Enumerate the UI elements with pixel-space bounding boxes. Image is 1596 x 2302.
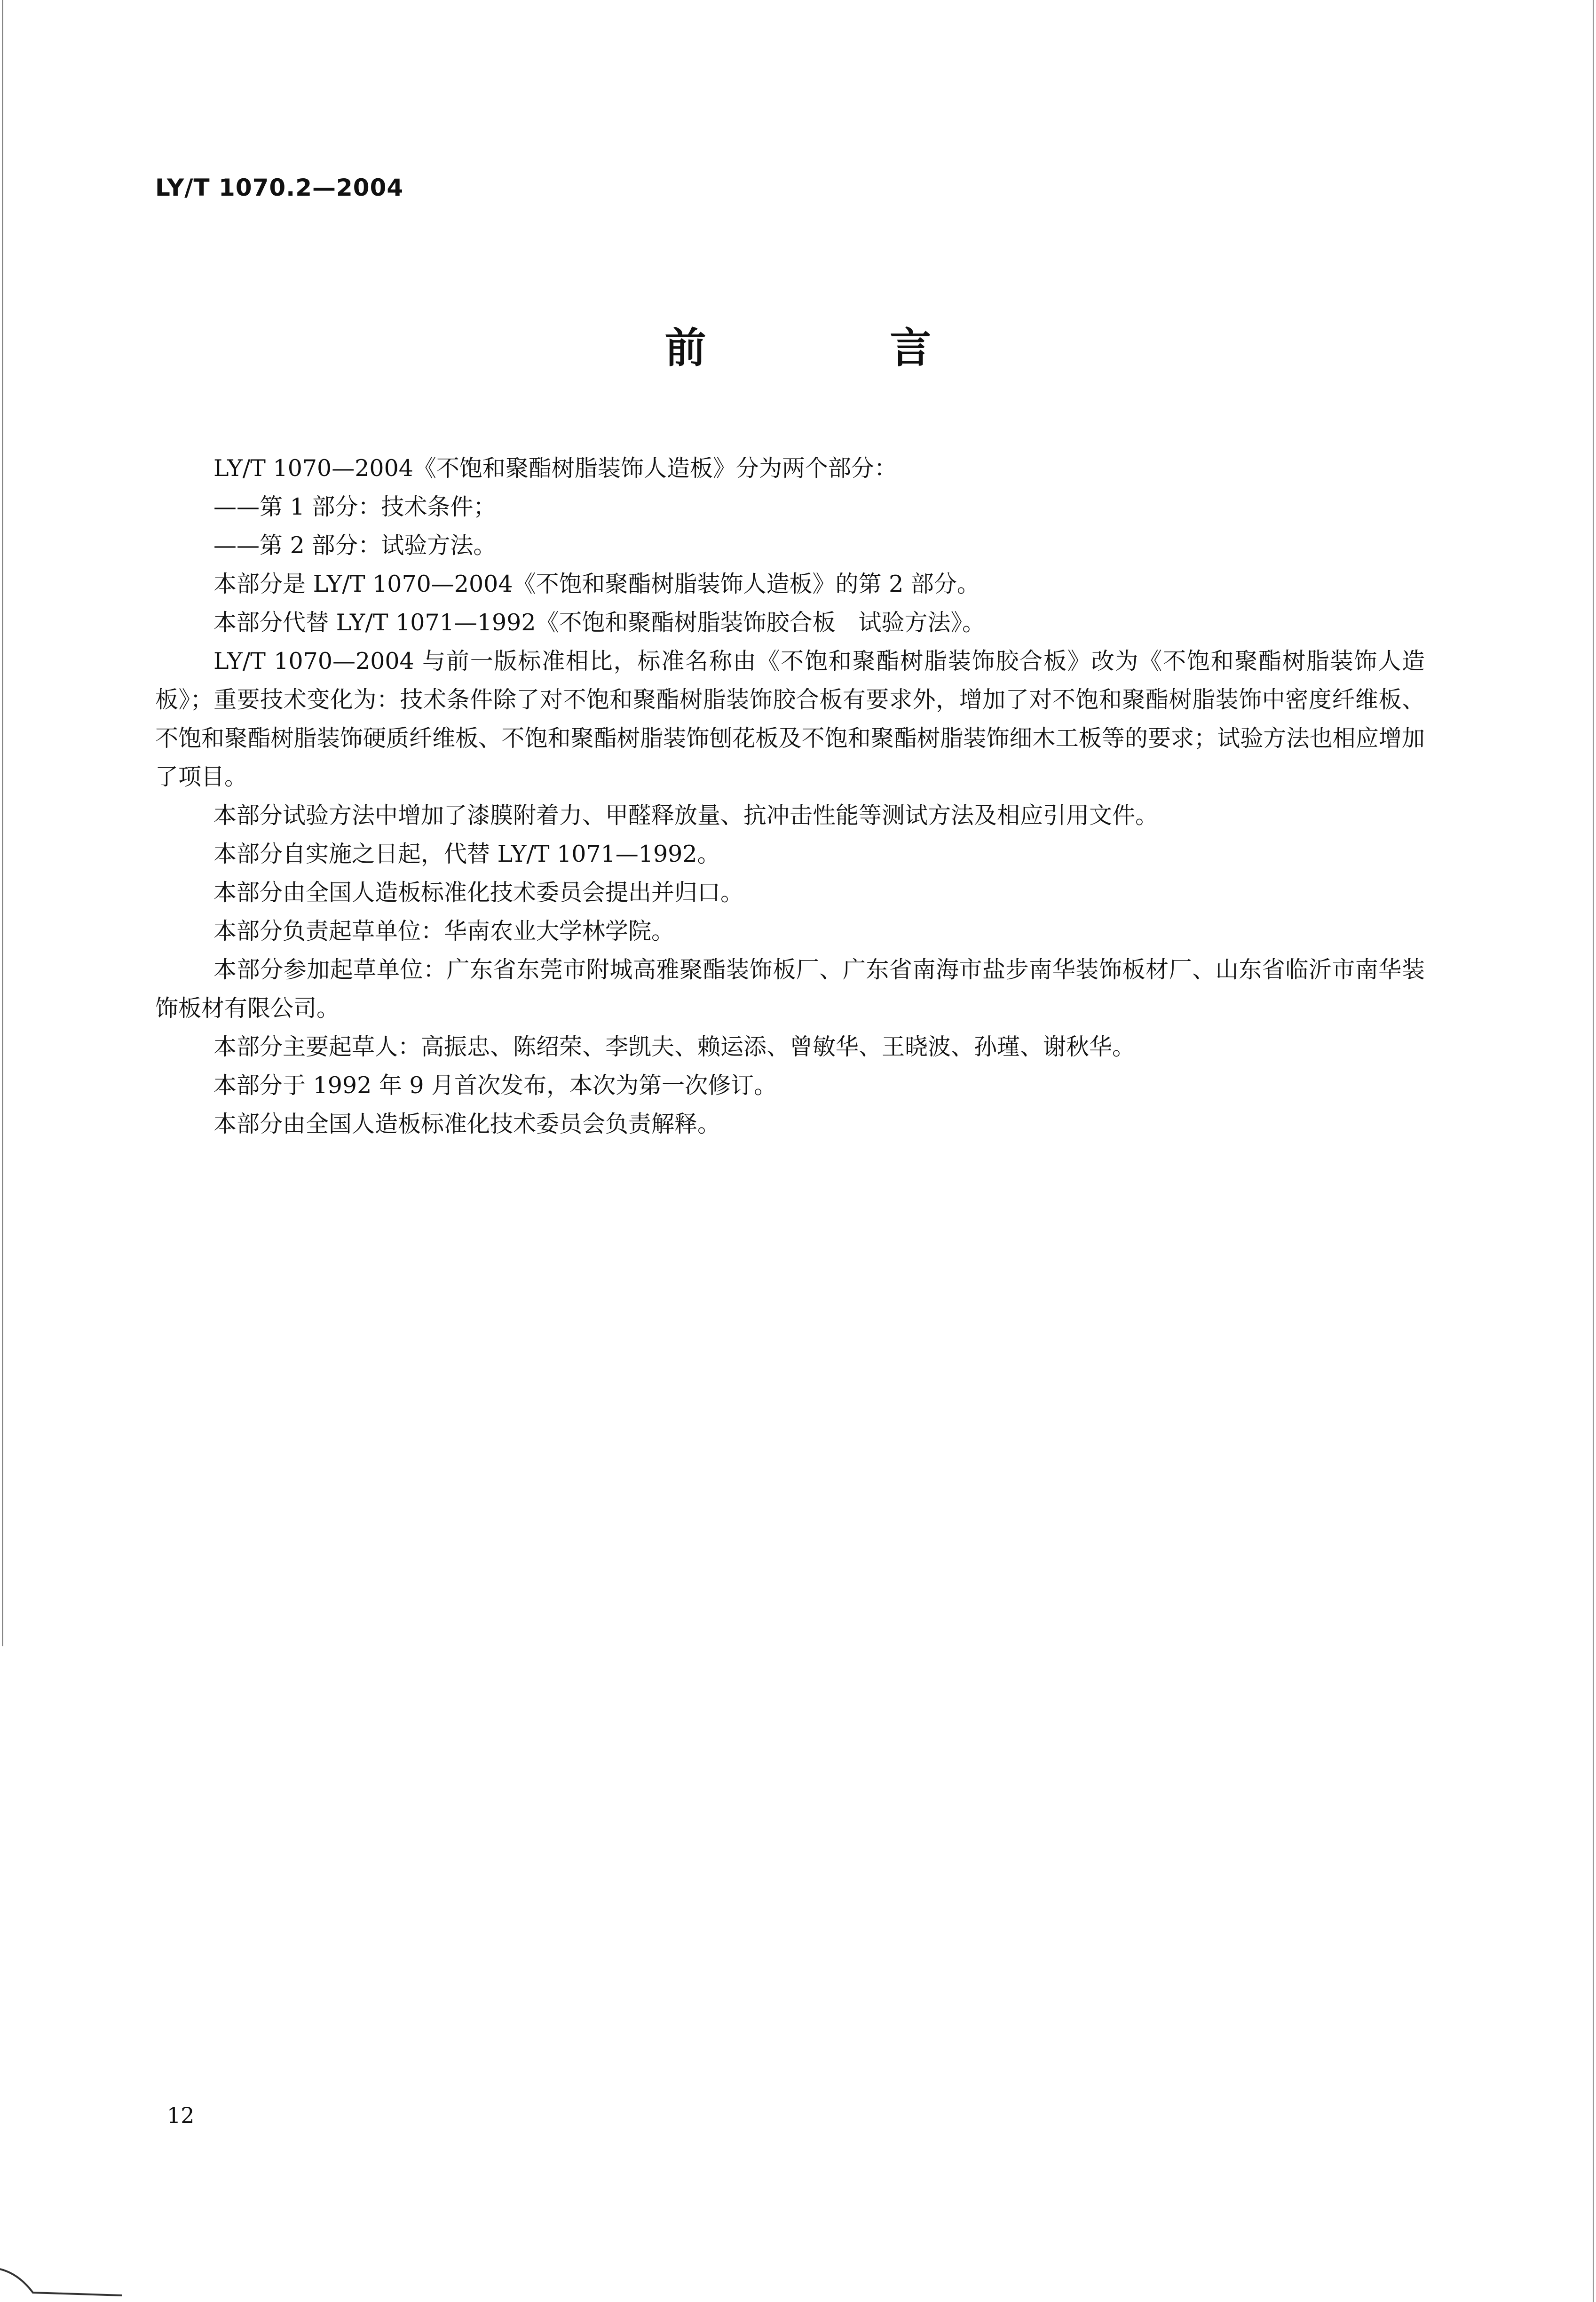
scan-corner-mark xyxy=(0,2264,122,2302)
scan-left-edge xyxy=(2,0,3,1646)
standard-code: LY/T 1070.2—2004 xyxy=(155,174,404,201)
paragraph: 本部分参加起草单位：广东省东莞市附城高雅聚酯装饰板厂、广东省南海市盐步南华装饰板材厂、山东省临沂市南华装饰板材有限公司。 xyxy=(155,956,1425,1022)
paragraph: 本部分由全国人造板标准化技术委员会提出并归口。 xyxy=(213,879,744,906)
paragraph: LY/T 1070—2004《不饱和聚酯树脂装饰人造板》分为两个部分： xyxy=(213,455,897,482)
paragraph: 本部分于 1992 年 9 月首次发布，本次为第一次修订。 xyxy=(213,1072,777,1099)
paragraph: 本部分试验方法中增加了漆膜附着力、甲醛释放量、抗冲击性能等测试方法及相应引用文件。 xyxy=(213,802,1159,829)
paragraph: ——第 1 部分：技术条件； xyxy=(213,493,497,520)
paragraph: 本部分主要起草人：高振忠、陈绍荣、李凯夫、赖运添、曾敏华、王晓波、孙瑾、谢秋华。 xyxy=(213,1033,1136,1060)
paragraph: 本部分由全国人造板标准化技术委员会负责解释。 xyxy=(213,1111,721,1137)
paragraph: ——第 2 部分：试验方法。 xyxy=(213,532,497,559)
paragraph: 本部分是 LY/T 1070—2004《不饱和聚酯树脂装饰人造板》的第 2 部分。 xyxy=(213,571,980,597)
paragraph: 本部分负责起草单位：华南农业大学林学院。 xyxy=(213,918,675,945)
page-title: 前 言 xyxy=(664,324,1016,372)
page-number: 12 xyxy=(167,2103,195,2128)
paragraph: LY/T 1070—2004 与前一版标准相比，标准名称由《不饱和聚酯树脂装饰胶合板》改为《不饱和聚酯树脂装饰人造板》；重要技术变化为：技术条件除了对不饱和聚酯树脂装饰胶合板有要求外，增加了对不饱和聚酯树脂装饰中密度纤维板、不饱和聚酯树脂装饰硬质纤维板、不饱和聚酯树脂装饰刨花板及不饱和聚酯树脂装饰细木工板等的要求；试验方法也相应增加了项目。 xyxy=(155,648,1425,790)
paragraph: 本部分代替 LY/T 1071—1992《不饱和聚酯树脂装饰胶合板 试验方法》。 xyxy=(213,609,985,636)
foreword-body xyxy=(155,449,1425,1143)
paragraph: 本部分自实施之日起，代替 LY/T 1071—1992。 xyxy=(213,841,720,867)
